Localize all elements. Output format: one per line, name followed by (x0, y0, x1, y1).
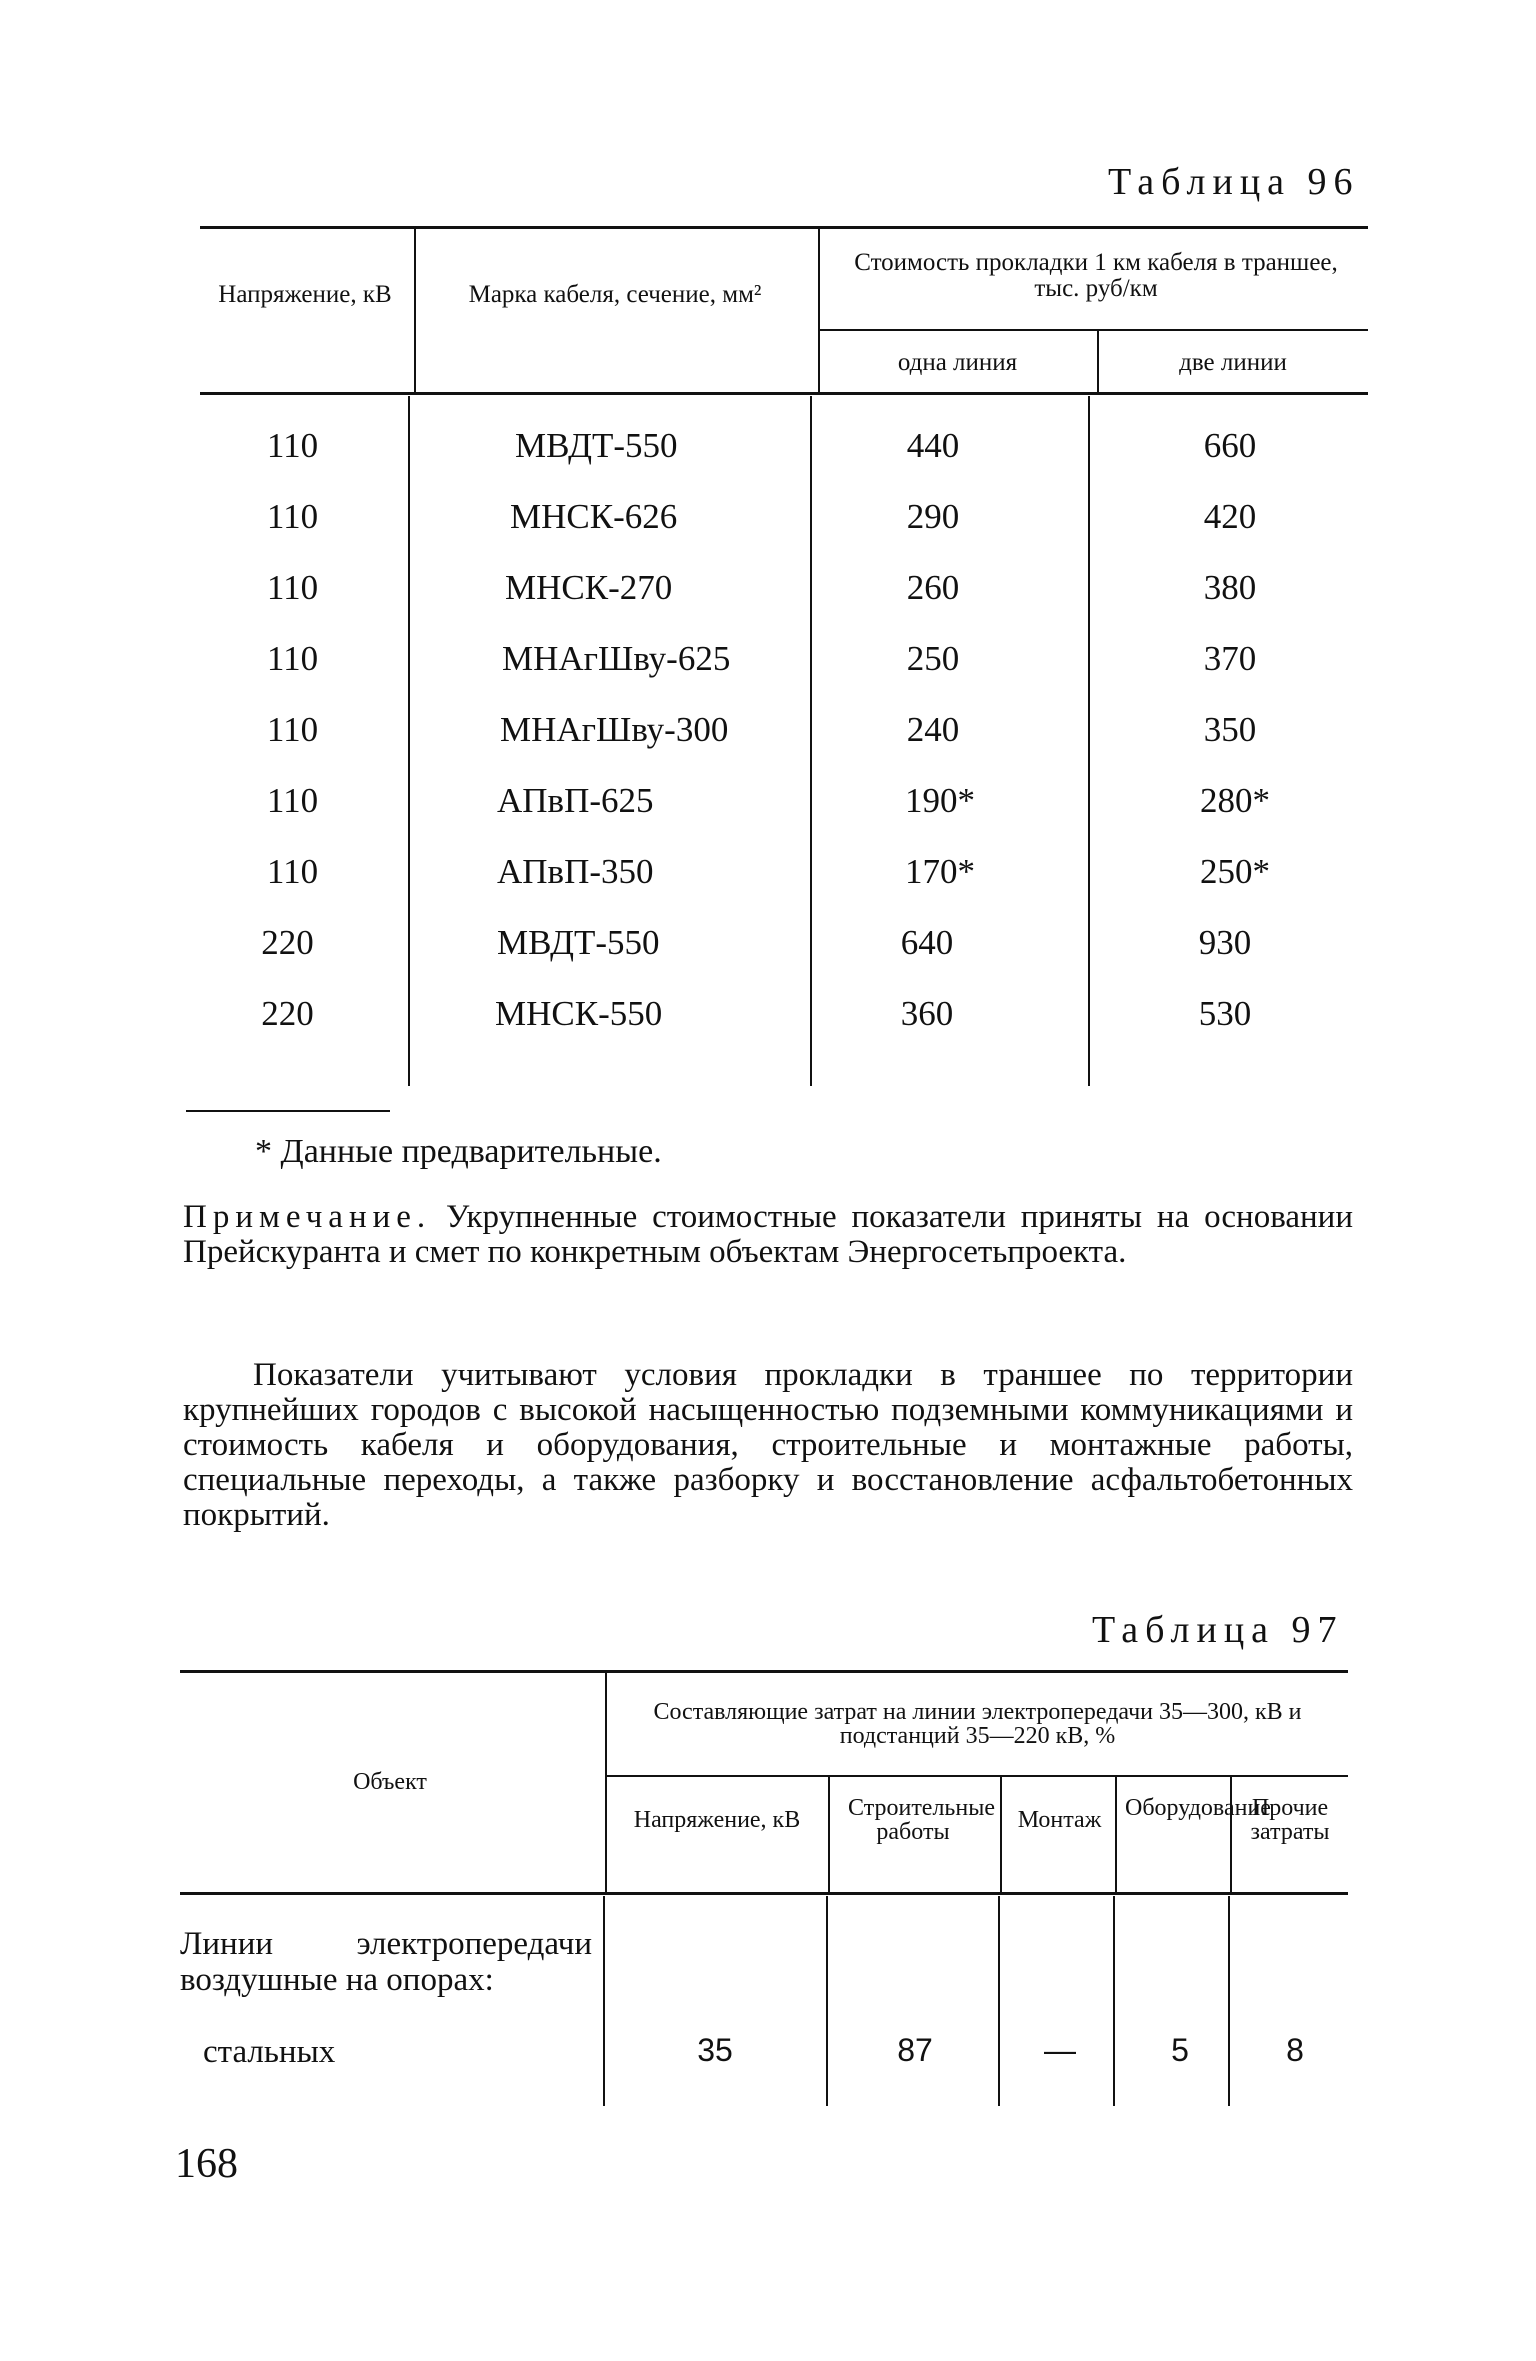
table97-caption: Таблица 97 (1092, 1609, 1344, 1651)
table97-header-rule (180, 1892, 1348, 1895)
table96-footnote: * Данные предварительные. (255, 1133, 662, 1170)
cell-two-lines: 930 (1198, 923, 1252, 962)
table96-cost-subrule (818, 329, 1368, 331)
table96-header-cost: Стоимость прокладки 1 км кабеля в траншее, тыс. руб/км (854, 249, 1338, 302)
table96-body-divider (408, 396, 410, 1086)
page-number: 168 (175, 2141, 238, 2187)
cell-cable: МНАгШву-625 (502, 639, 731, 678)
table97-header-other: Прочие затраты (1250, 1795, 1330, 1845)
cell-one-line: 260 (906, 568, 960, 607)
cell-cable: АПвП-350 (497, 852, 654, 891)
footnote-rule (186, 1110, 390, 1112)
cell-one-line: 190* (905, 781, 975, 820)
body-paragraph: Показатели учитывают условия прокладки в траншее по территории крупнейших городов с высокой насыщенностью подземными коммуникациями и стоимость кабеля и оборудования, строительные и монтажные работы, специальные переходы, а также разборку и восстановление асфальтобетонных покрытий. (183, 1357, 1353, 1533)
table96-body-divider (810, 396, 812, 1086)
table96-header-two-lines: две линии (1179, 349, 1287, 376)
cell-cable: МНАгШву-300 (500, 710, 729, 749)
table97-header-installation: Монтаж (1017, 1807, 1102, 1833)
cell-voltage: 110 (266, 568, 319, 607)
cell-one-line: 440 (906, 426, 960, 465)
cell-one-line: 290 (906, 497, 960, 536)
cell-voltage: 110 (266, 639, 319, 678)
cell-voltage: 35 (697, 2032, 733, 2068)
cell-two-lines: 530 (1198, 994, 1252, 1033)
table97-top-rule (180, 1670, 1348, 1673)
table96-header-voltage: Напряжение, кВ (218, 281, 392, 308)
cell-cable: МНСК-626 (510, 497, 678, 536)
cell-two-lines: 420 (1203, 497, 1257, 536)
cell-voltage: 110 (266, 497, 319, 536)
cell-two-lines: 350 (1203, 710, 1257, 749)
table97-header-group: Составляющие затрат на линии электропередачи 35—300, кВ и подстанций 35—220 кВ, % (653, 1699, 1302, 1749)
cell-cable: МВДТ-550 (497, 923, 660, 962)
cell-two-lines: 250* (1200, 852, 1270, 891)
table96-header-rule (200, 392, 1368, 395)
table97-body-divider (998, 1896, 1000, 2106)
cell-two-lines: 380 (1203, 568, 1257, 607)
cell-voltage: 110 (266, 426, 319, 465)
table97-row-group-label: Линии электропередачи воздушные на опорах: (180, 1926, 592, 1998)
cell-one-line: 170* (905, 852, 975, 891)
cell-one-line: 640 (900, 923, 954, 962)
cell-installation: — (1044, 2032, 1076, 2068)
cell-two-lines: 660 (1203, 426, 1257, 465)
table97-body-divider (826, 1896, 828, 2106)
table97-header-divider (1115, 1777, 1117, 1892)
table97-body-divider (1113, 1896, 1115, 2106)
note-label: Примечание. (183, 1199, 432, 1235)
table96-header-one-line: одна линия (897, 349, 1018, 376)
table97-body-divider (1228, 1896, 1230, 2106)
cell-cable: АПвП-625 (497, 781, 654, 820)
table97-header-divider (605, 1672, 607, 1892)
cell-two-lines: 280* (1200, 781, 1270, 820)
cell-other: 8 (1286, 2032, 1304, 2068)
cell-two-lines: 370 (1203, 639, 1257, 678)
table96-caption: Таблица 96 (1108, 161, 1360, 203)
table97-header-divider (828, 1777, 830, 1892)
table97-group-subrule (605, 1775, 1348, 1777)
table97-header-divider (1000, 1777, 1002, 1892)
cell-cable: МНСК-550 (495, 994, 663, 1033)
cell-equipment: 5 (1171, 2032, 1189, 2068)
table96-body-divider (1088, 396, 1090, 1086)
cell-one-line: 250 (906, 639, 960, 678)
table96-header-divider (1097, 331, 1099, 392)
table97-body-divider (603, 1896, 605, 2106)
table96-top-rule (200, 226, 1368, 229)
table96-note (183, 1200, 1353, 1270)
table97-header-object: Объект (353, 1769, 427, 1795)
cell-voltage: 110 (266, 781, 319, 820)
cell-cable: МНСК-270 (505, 568, 673, 607)
cell-construction: 87 (897, 2032, 933, 2068)
cell-voltage: 110 (266, 710, 319, 749)
cell-voltage: 220 (261, 923, 314, 962)
table97-header-construction: Строительные работы (848, 1795, 995, 1845)
cell-cable: МВДТ-550 (515, 426, 678, 465)
cell-voltage: 220 (261, 994, 314, 1033)
note-text: Укрупненные стоимостные показатели приняты на основании Прейскуранта и смет по конкретным объектам Энергосетьпроекта. (183, 1199, 1353, 1270)
table97-header-equipment: Оборудование (1125, 1795, 1271, 1821)
cell-one-line: 360 (900, 994, 954, 1033)
table96-header-cable: Марка кабеля, сечение, мм² (468, 281, 762, 308)
table97-header-voltage: Напряжение, кВ (633, 1807, 801, 1833)
table96-header-divider (414, 228, 416, 392)
cell-object: стальных (203, 2034, 336, 2070)
cell-one-line: 240 (906, 710, 960, 749)
cell-voltage: 110 (266, 852, 319, 891)
